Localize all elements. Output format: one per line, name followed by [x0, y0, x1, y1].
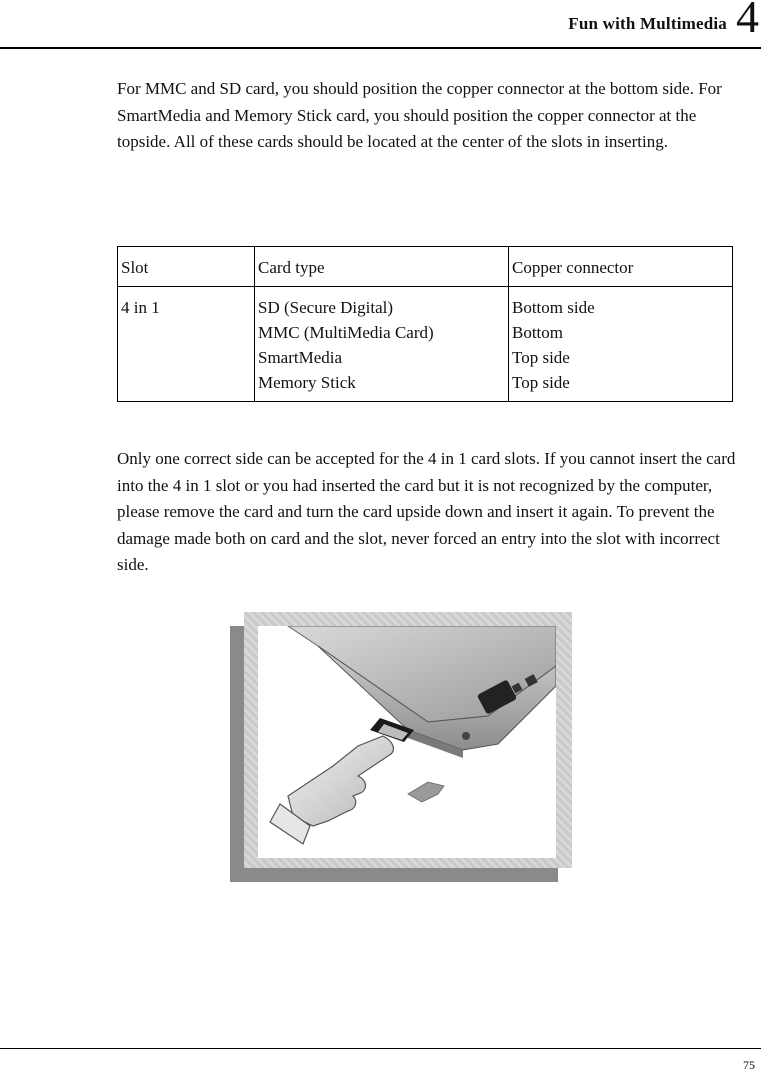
- header-slot: Slot: [118, 247, 255, 287]
- card-type-mmc: MMC (MultiMedia Card): [258, 323, 434, 342]
- chapter-title: Fun with Multimedia: [568, 14, 727, 33]
- cell-card-types: [255, 287, 509, 402]
- chapter-number: 4: [736, 0, 759, 42]
- connector-mmc: Bottom: [512, 323, 564, 342]
- connector-sd: Bottom side: [512, 298, 595, 317]
- cell-connectors: [509, 287, 733, 402]
- connector-memory-stick: Top side: [512, 373, 570, 392]
- card-type-smartmedia: SmartMedia: [258, 348, 343, 367]
- connector-smartmedia: Top side: [512, 348, 570, 367]
- intro-paragraph: For MMC and SD card, you should position the copper connector at the bottom side. For SmartMedia and Memory Stick card, you should position the copper connector at the topside. All of these cards should be located at the center of the slots in inserting.: [117, 79, 722, 151]
- table-row: [118, 287, 733, 402]
- page-number: 75: [743, 1058, 755, 1072]
- page-header: [0, 0, 761, 49]
- card-slot-table: [117, 246, 733, 402]
- laptop-card-insert-illustration: [258, 626, 556, 858]
- table-header-row: [118, 247, 733, 287]
- card-type-sd: SD (Secure Digital): [258, 298, 394, 317]
- cell-slot: 4 in 1: [118, 287, 255, 402]
- footer-rule: [0, 1048, 761, 1049]
- card-insertion-figure: [230, 612, 572, 882]
- header-card-type: Card type: [255, 247, 509, 287]
- header-copper-connector: Copper connector: [509, 247, 733, 287]
- card-type-memory-stick: Memory Stick: [258, 373, 356, 392]
- warning-paragraph: Only one correct side can be accepted for the 4 in 1 card slots. If you cannot insert the card into the 4 in 1 slot or you had inserted the card but it is not recognized by the computer, please remove the card and turn the card upside down and insert it again. To prevent the damage made both on card and the slot, never forced an entry into the slot with incorrect side.: [117, 449, 736, 574]
